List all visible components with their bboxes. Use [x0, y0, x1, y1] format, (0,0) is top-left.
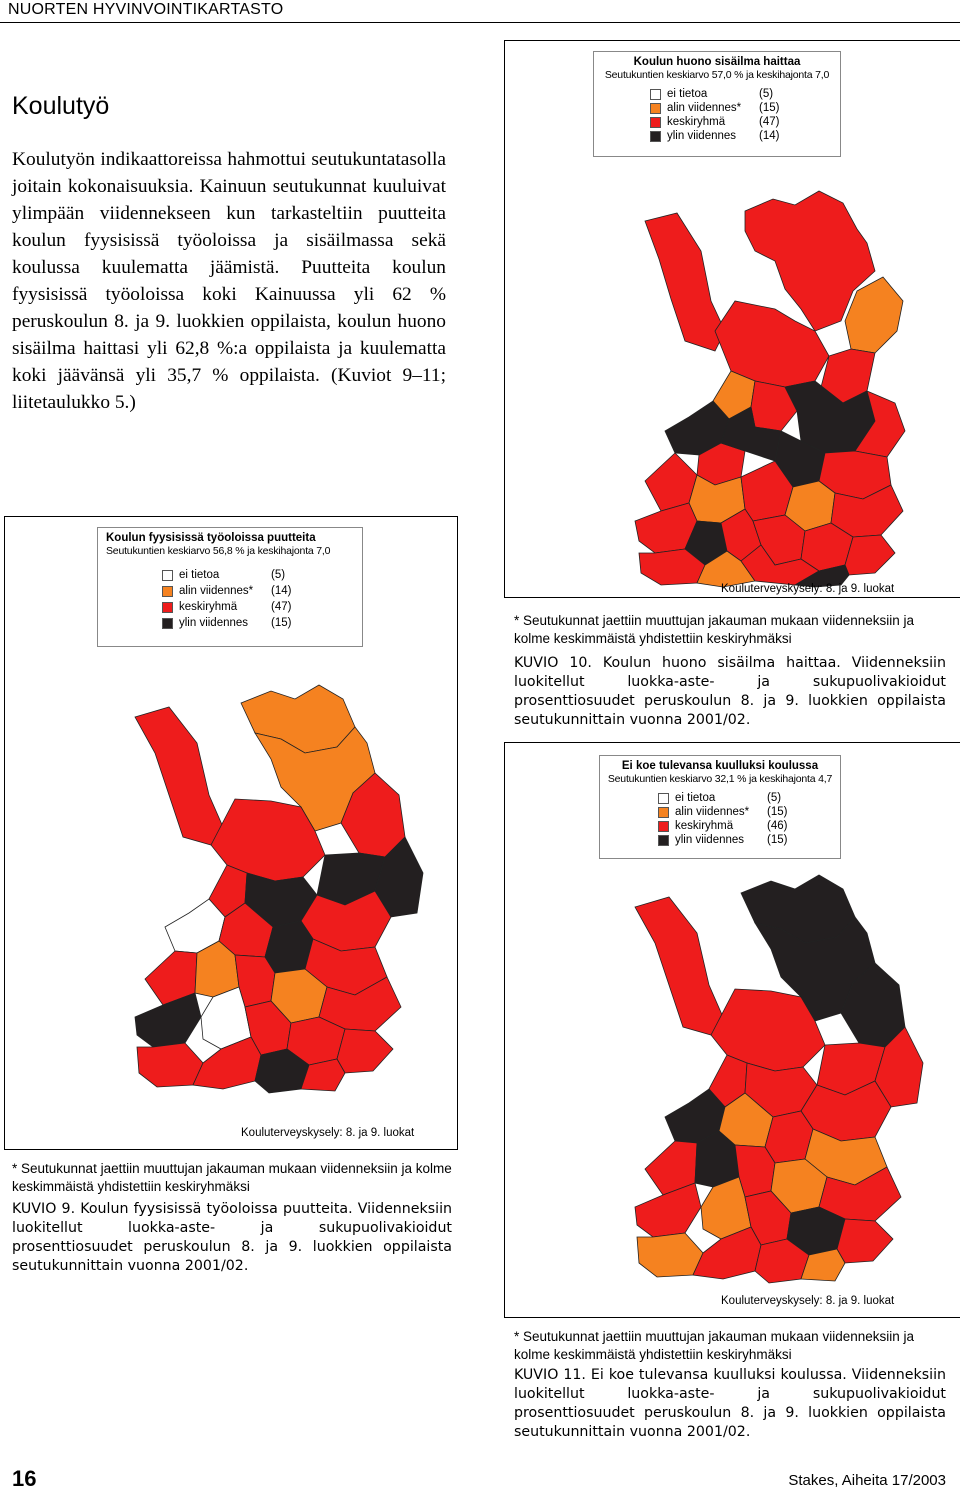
caption-kuvio9: KUVIO 9. Koulun fyysisissä työoloissa puutteita. Viidenneksiin luokitellut luokka-aste- ja sukupuolivakioidut prosenttiosuudet peruskoulun 8. ja 9. luokkien oppilaista seutukunnittain vuonna 2001/02.: [12, 1201, 452, 1274]
legend-box: [599, 755, 841, 859]
legend-item-middle: keskiryhmä (47): [650, 115, 840, 129]
legend-box: [97, 527, 363, 647]
legend-item-no-info: ei tietoa (5): [650, 87, 840, 101]
map-panel-kuvio11: [504, 742, 960, 1318]
legend-item-highest: ylin viidennes (15): [162, 615, 362, 631]
section-title: Koulutyö: [12, 92, 110, 120]
legend-item-middle: keskiryhmä (46): [658, 819, 840, 833]
legend-subtitle: Seutukuntien keskiarvo 32,1 % ja keskihajonta 4,7: [607, 773, 833, 785]
source-note: Kouluterveyskysely: 8. ja 9. luokat: [721, 1295, 895, 1307]
body-paragraph: Koulutyön indikaattoreissa hahmottui seutukuntatasolla joitain kokonaisuuksia. Kainuun seutukunnat kuuluivat ylimpään viidennekseen kun tarkasteltiin puutteita koulun fyysisissä työoloissa ja sisäilmassa sekä koulussa kuulematta jäämistä. Puutteita koulun fyysisissä työoloissa koki Kainuussa yli 62 % peruskoulun 8. ja 9. luokkien oppilaista, koulun huono sisäilma haittasi yli 62,8 %:a oppilaista ja kuulematta koki jäävänsä yli 35,7 % oppilaista. (Kuviot 9–11; liitetaulukko 5.): [12, 149, 446, 413]
legend-item-lowest: alin viidennes* (15): [650, 101, 840, 115]
legend-item-no-info: ei tietoa (5): [162, 567, 362, 583]
source-note: Kouluterveyskysely: 8. ja 9. luokat: [721, 583, 895, 595]
legend-title: Koulun huono sisäilma haittaa: [633, 56, 801, 68]
footnote-kuvio10: * Seutukunnat jaettiin muuttujan jakauman mukaan viidenneksiin ja kolme keskimmäistä yhdistettiin keskiryhmäksi: [514, 613, 914, 646]
legend-item-lowest: alin viidennes* (15): [658, 805, 840, 819]
legend-title: Koulun fyysisissä työoloissa puutteita: [106, 532, 316, 544]
caption-kuvio10: KUVIO 10. Koulun huono sisäilma haittaa. Viidenneksiin luokitellut luokka-aste- ja sukupuolivakioidut prosenttiosuudet peruskoulun 8. ja 9. luokkien oppilaista seutukunnittain vuonna 2001/02.: [514, 655, 946, 728]
legend-subtitle: Seutukuntien keskiarvo 57,0 % ja keskihajonta 7,0: [604, 69, 830, 81]
legend-item-highest: ylin viidennes (15): [658, 833, 840, 847]
finland-map-kuvio10: [605, 181, 945, 591]
footnote-kuvio11: * Seutukunnat jaettiin muuttujan jakauman mukaan viidenneksiin ja kolme keskimmäistä yhdistettiin keskiryhmäksi: [514, 1329, 914, 1362]
map-panel-kuvio9: [4, 516, 458, 1150]
caption-kuvio11: KUVIO 11. Ei koe tulevansa kuulluksi koulussa. Viidenneksiin luokitellut luokka-aste- ja sukupuolivakioidut prosenttiosuudet peruskoulun 8. ja 9. luokkien oppilaista seutukunnittain vuonna 2001/02.: [514, 1367, 946, 1440]
map-panel-kuvio10: [504, 40, 960, 598]
legend-box: [593, 51, 841, 157]
footnote-kuvio9: * Seutukunnat jaettiin muuttujan jakauman mukaan viidenneksiin ja kolme keskimmäistä yhdistettiin keskiryhmäksi: [12, 1161, 452, 1194]
source-note: Kouluterveyskysely: 8. ja 9. luokat: [241, 1127, 415, 1139]
legend-item-lowest: alin viidennes* (14): [162, 583, 362, 599]
legend-item-highest: ylin viidennes (14): [650, 129, 840, 143]
legend-title: Ei koe tulevansa kuulluksi koulussa: [621, 760, 819, 772]
legend-item-middle: keskiryhmä (47): [162, 599, 362, 615]
running-title: NUORTEN HYVINVOINTIKARTASTO: [8, 1, 284, 18]
finland-map-kuvio11: [605, 867, 945, 1287]
legend-subtitle: Seutukuntien keskiarvo 56,8 % ja keskihajonta 7,0: [106, 545, 331, 557]
legend-item-no-info: ei tietoa (5): [658, 791, 840, 805]
publisher-line: Stakes, Aiheita 17/2003: [788, 1472, 946, 1489]
page-number: 16: [12, 1466, 37, 1491]
finland-map-kuvio9: [105, 677, 445, 1117]
